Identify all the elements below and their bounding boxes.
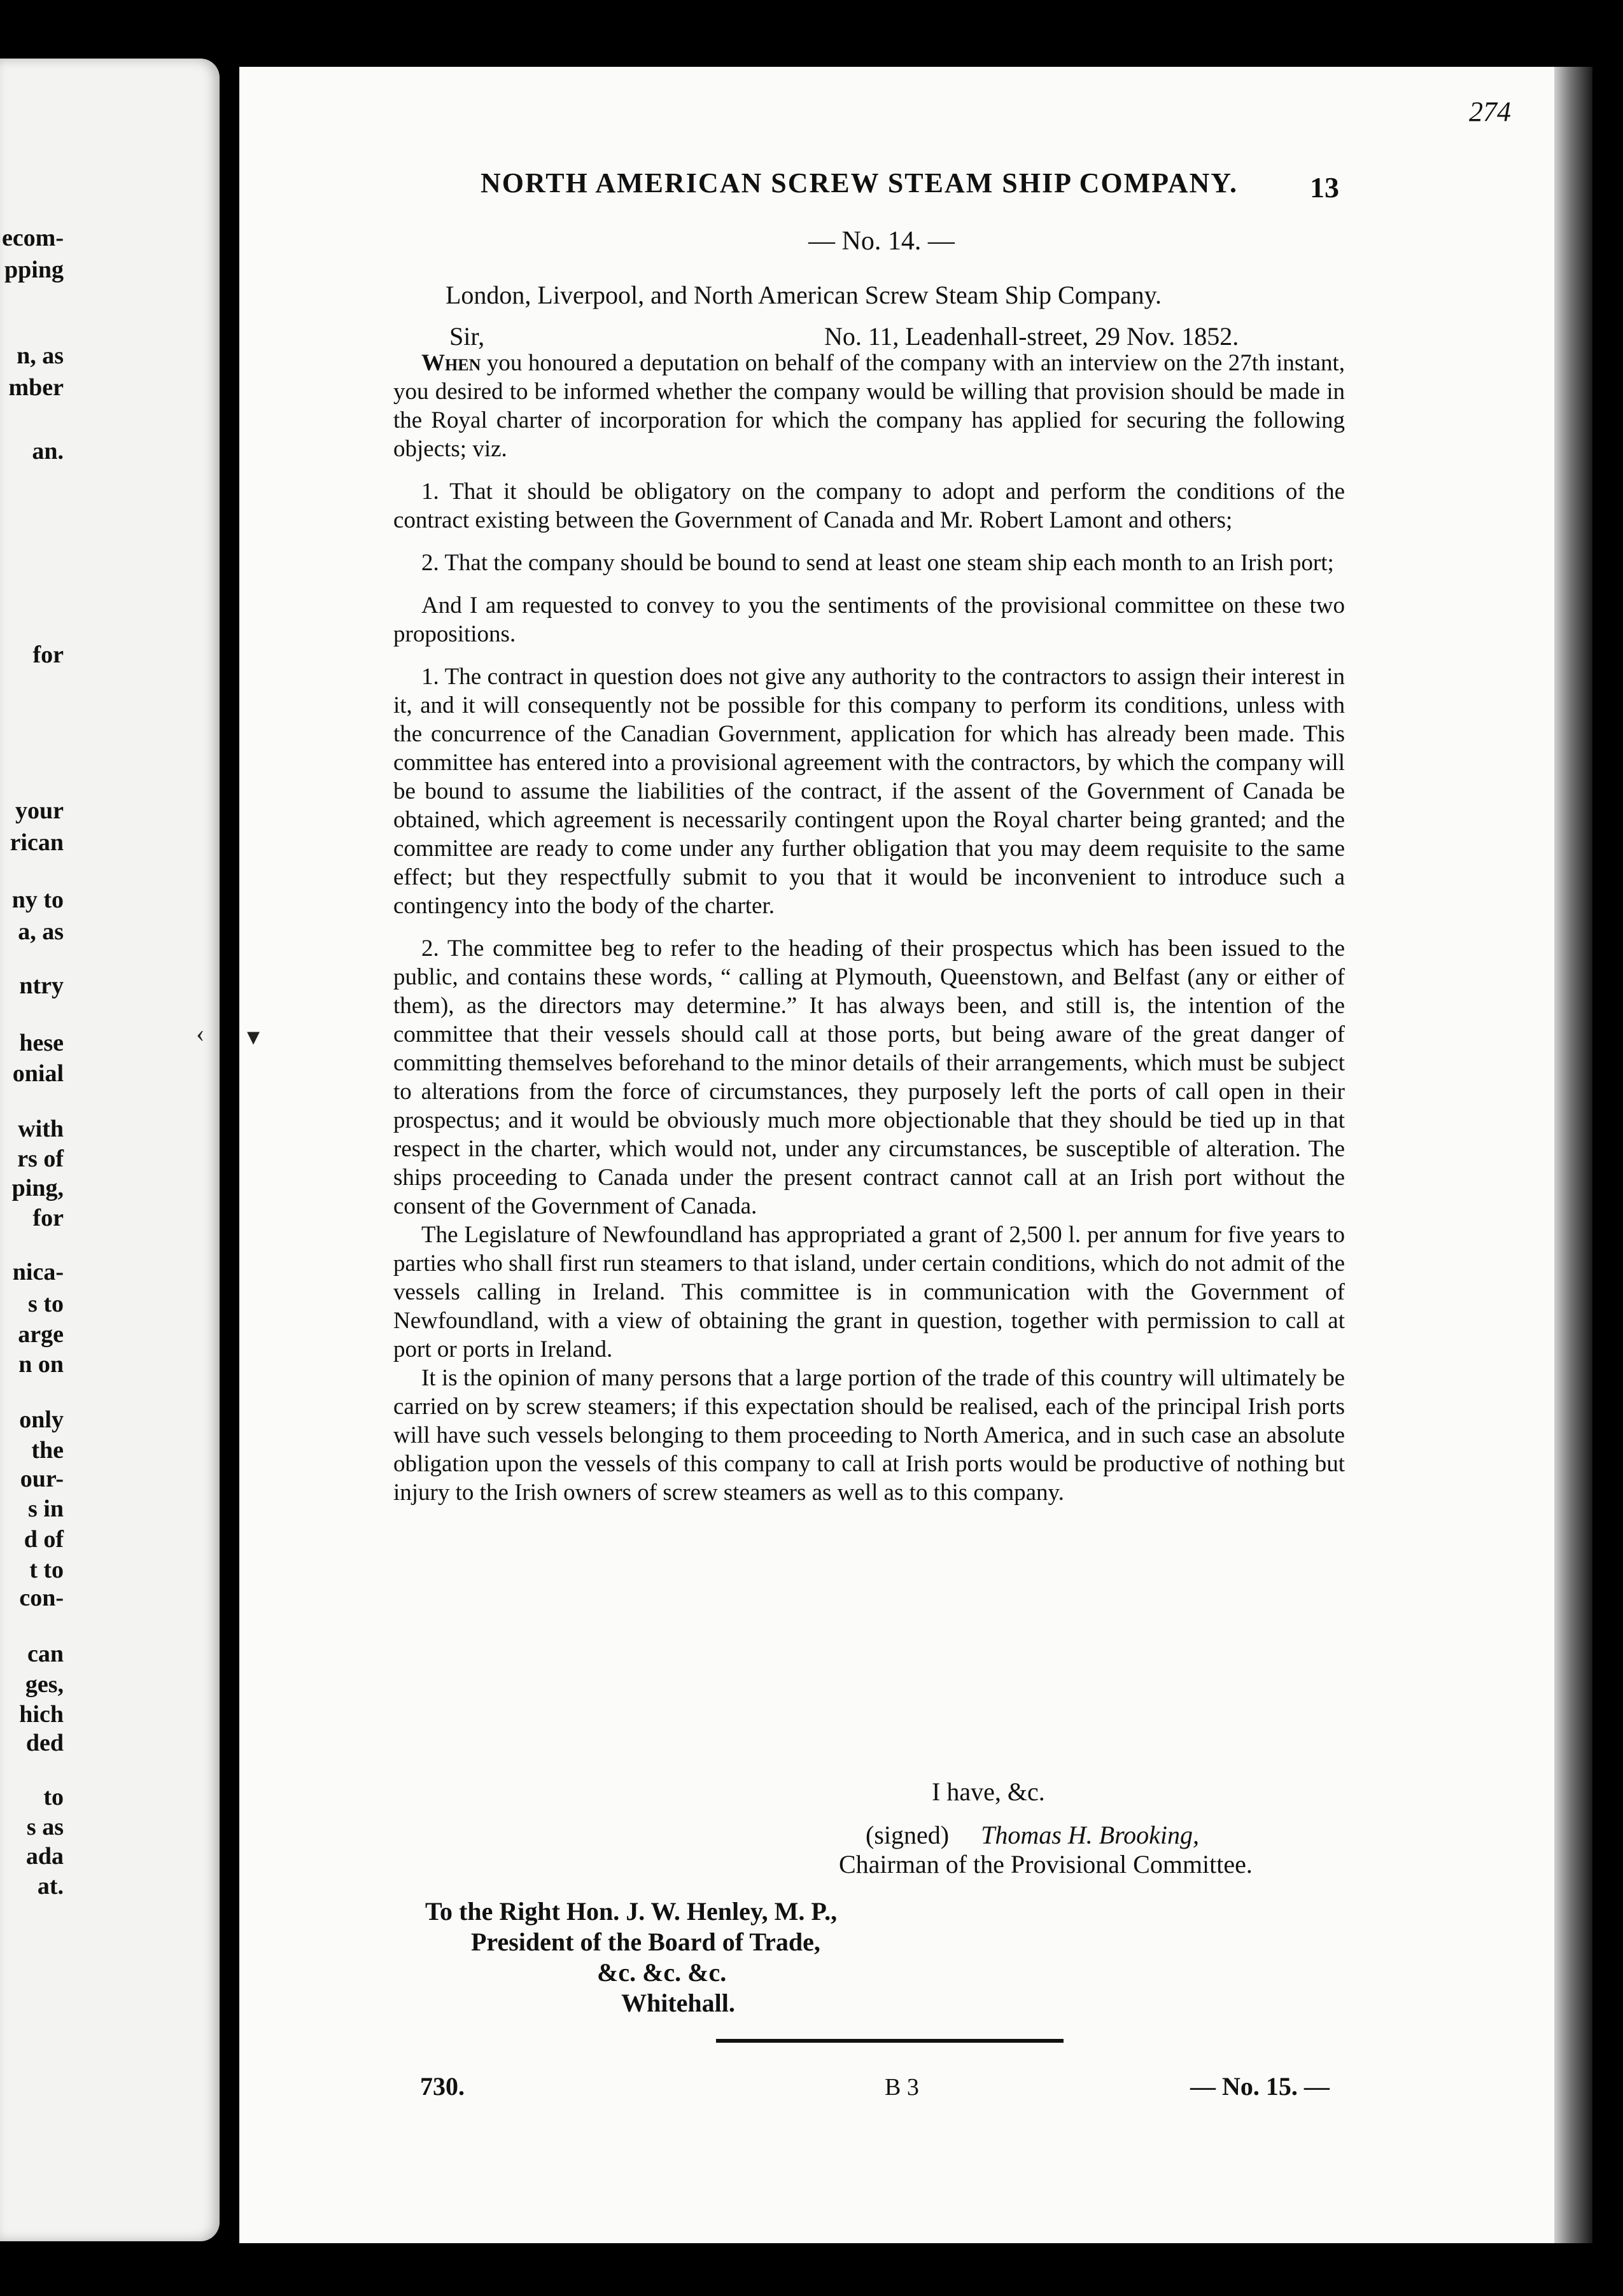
addressee-line: &c. &c. &c. xyxy=(597,1958,727,1987)
signatory-name: Thomas H. Brooking, xyxy=(981,1821,1200,1849)
facing-page-fragment: ecom- xyxy=(1,225,64,251)
facing-page-edge xyxy=(0,59,220,2241)
facing-page-fragment: s to xyxy=(28,1291,64,1317)
running-head: NORTH AMERICAN SCREW STEAM SHIP COMPANY. xyxy=(481,167,1238,199)
footer-signature-mark: B 3 xyxy=(885,2074,919,2101)
paragraph: 1. The contract in question does not give any authority to the contractors to assign their interest in it, and it will consequently not be possible for this company to perform its conditions, unless with the concurrence of the Canadian Government, application for which has already been made. This committee has entered into a provisional agreement with the contractors, by which the company will be bound to assume the liabilities of the contract, if the assent of the Government of Canada be obtained, which agreement is necessarily contingent upon the Royal charter being granted; and the committee are ready to come under any further obligation that you may deem requisite to the same effect; but they respectfully submit to you that it would be inconvenient to introduce such a contingency into the body of the charter. xyxy=(393,664,1345,919)
page-number: 13 xyxy=(1310,171,1339,204)
footer-sheet-number: 730. xyxy=(420,2072,465,2101)
facing-page-fragment: t to xyxy=(29,1557,64,1583)
facing-page-fragment: n, as xyxy=(17,342,64,369)
margin-mark: ▾ xyxy=(247,1022,260,1051)
addressee-line: To the Right Hon. J. W. Henley, M. P., xyxy=(425,1897,838,1926)
addressee-line: President of the Board of Trade, xyxy=(471,1928,820,1956)
facing-page-fragment: mber xyxy=(8,374,64,401)
facing-page-fragment: n on xyxy=(18,1351,64,1378)
facing-page-fragment: can xyxy=(27,1641,64,1667)
facing-page-fragment: d of xyxy=(24,1526,64,1553)
addressee-line: Whitehall. xyxy=(621,1989,735,2017)
paragraph: 2. The committee beg to refer to the heading of their prospectus which has been issued to the public, and contains these words, “ calling at Plymouth, Queenstown, and Belfast (any or either of them), as the directors may determine.” It has always been, and still is, the intention of the committee that their vessels should call at those ports, but being aware of the great danger of committing themselves beforehand to the minor details of their arrangements, which must be subject to alterations from the force of circumstances, they purposely left the ports of call open in their prospectus; and it would be obviously much more objectionable that they should be tied up in that respect in the charter, which would not, under any circumstances, be susceptible of alteration. The ships proceeding to Canada under the present contract cannot call at an Irish port without the consent of the Government of Canada. xyxy=(393,935,1345,1219)
facing-page-fragment: ges, xyxy=(25,1671,64,1698)
paragraph: The Legislature of Newfoundland has appropriated a grant of 2,500 l. per annum for five years to parties who shall first run steamers to that island, under certain conditions, which do not admit of the vessels calling in Ireland. This committee is in communication with the Government of Newfoundland, with a view of obtaining the grant in question, together with permission to call at port or ports in Ireland. xyxy=(393,1222,1345,1362)
facing-page-fragment: hese xyxy=(19,1030,64,1056)
facing-page-fragment: ping, xyxy=(11,1175,64,1201)
facing-page-fragment: con- xyxy=(19,1585,64,1611)
signature-line xyxy=(866,1820,1199,1850)
document-number: — No. 14. — xyxy=(808,227,955,256)
paragraph-text: you honoured a deputation on behalf of the company with an interview on the 27th instant, you desired to be informed whether the company would be willing that provision should be made in the Royal charter of incorporation for which the company has applied for securing the following objects; viz. xyxy=(393,350,1345,462)
paragraph: And I am requested to convey to you the sentiments of the provisional committee on these two propositions. xyxy=(393,592,1345,647)
paragraph: It is the opinion of many persons that a large portion of the trade of this country will ultimately be carried on by screw steamers; if this expectation should be realised, each of the principal Irish ports will have such vessels belonging to them proceeding to North America, and in such case an absolute obligation upon the vessels of this company to call at Irish ports would be productive of nothing but injury to the Irish owners of screw steamers as well as to this company. xyxy=(393,1365,1345,1506)
facing-page-fragment: for xyxy=(32,1205,64,1231)
facing-page-fragment: ny to xyxy=(11,886,64,913)
paragraph: 1. That it should be obligatory on the company to adopt and perform the conditions of the contract existing between the Government of Canada and Mr. Robert Lamont and others; xyxy=(393,479,1345,533)
facing-page-fragment: ded xyxy=(25,1730,64,1756)
facing-page-fragment: s in xyxy=(28,1495,64,1522)
margin-mark: ‹ xyxy=(196,1019,205,1047)
divider-rule xyxy=(716,2039,1064,2043)
letter-body xyxy=(393,349,1345,1507)
company-line: London, Liverpool, and North American Screw Steam Ship Company. xyxy=(446,281,1162,309)
opening-word: When xyxy=(421,350,481,376)
folio-number: 274 xyxy=(1469,96,1511,127)
facing-page-fragment: ada xyxy=(25,1843,64,1870)
facing-page-fragment: s as xyxy=(26,1814,64,1840)
facing-page-fragment: arge xyxy=(18,1321,64,1348)
facing-page-fragment: ntry xyxy=(19,972,64,999)
closing: I have, &c. xyxy=(932,1777,1045,1806)
footer-next-document: — No. 15. — xyxy=(1190,2072,1330,2101)
facing-page-fragment: at. xyxy=(37,1873,64,1900)
signatory-title: Chairman of the Provisional Committee. xyxy=(839,1850,1253,1879)
facing-page-fragment: rican xyxy=(10,829,64,856)
facing-page-fragment: a, as xyxy=(18,918,64,945)
facing-page-fragment: an. xyxy=(32,438,64,465)
facing-page-fragment: our- xyxy=(20,1466,64,1492)
facing-page-fragment: onial xyxy=(12,1060,64,1087)
facing-page-fragment: only xyxy=(19,1406,64,1433)
salutation: Sir, xyxy=(449,322,485,351)
facing-page-fragment: the xyxy=(31,1437,64,1464)
facing-page-fragment: for xyxy=(32,641,64,668)
facing-page-fragment: with xyxy=(18,1116,64,1142)
facing-page-fragment: pping xyxy=(4,256,64,283)
book-binding-edge xyxy=(1554,67,1592,2243)
facing-page-fragment: nica- xyxy=(12,1259,64,1285)
addressee-block xyxy=(425,1896,837,2019)
facing-page-fragment: your xyxy=(15,797,64,824)
facing-page-fragment: to xyxy=(43,1784,64,1810)
address-date: No. 11, Leadenhall-street, 29 Nov. 1852. xyxy=(824,322,1239,351)
paragraph xyxy=(393,349,1345,463)
paragraph: 2. That the company should be bound to send at least one steam ship each month to an Irish port; xyxy=(421,550,1334,576)
signed-label: (signed) xyxy=(866,1821,950,1849)
facing-page-fragment: hich xyxy=(19,1701,64,1728)
facing-page-fragment: rs of xyxy=(17,1145,64,1172)
